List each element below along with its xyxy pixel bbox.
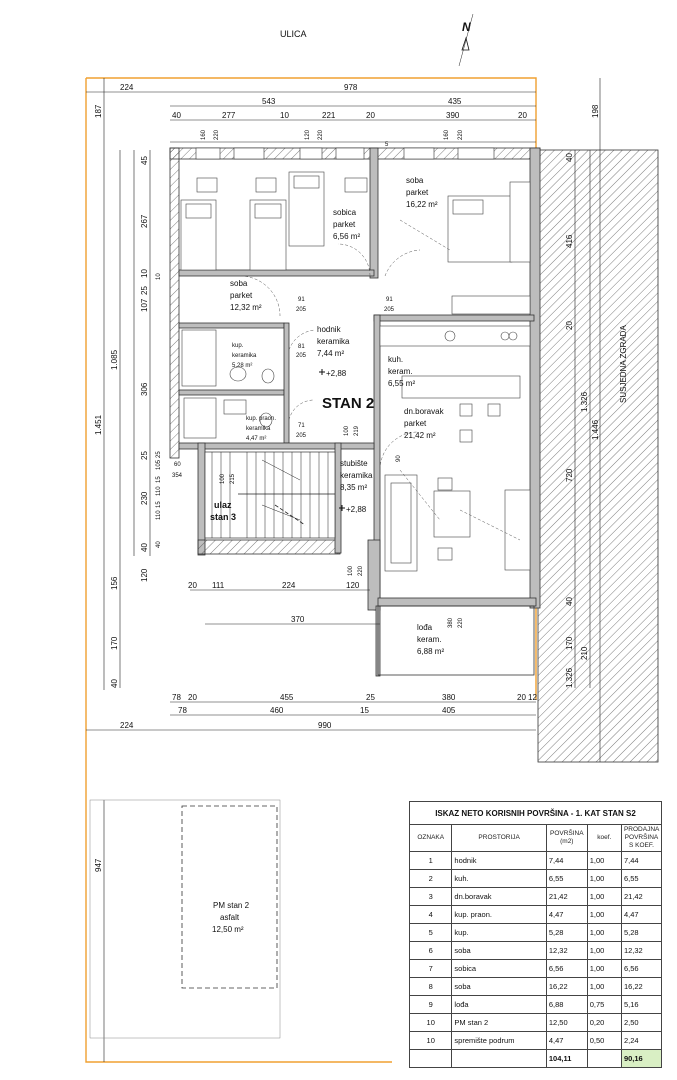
dim-text: 100 (344, 425, 350, 436)
dim-text: 221 (322, 111, 336, 120)
room-name: kup. praon. (246, 416, 277, 422)
dim-text: 160 (201, 129, 207, 140)
dim-text: 100 (348, 565, 354, 576)
dim-text: 12 (528, 693, 537, 702)
dim-text: 416 (565, 234, 574, 248)
table-row (410, 1032, 662, 1050)
room-name: stubište (340, 459, 368, 468)
room-floor: keramika (246, 426, 271, 432)
table-cell: 7,44 (621, 852, 661, 870)
table-cell: 12,32 (621, 942, 661, 960)
table-row (410, 960, 662, 978)
dim-text: 40 (140, 543, 149, 552)
room-floor: parket (406, 188, 429, 197)
table-title: ISKAZ NETO KORISNIH POVRŠINA - 1. KAT STAN S2 (410, 802, 662, 825)
table-cell: 6,56 (621, 960, 661, 978)
table-header: PRODAJNA POVRŠINA S KOEF. (621, 825, 661, 852)
room-name: dn.boravak (404, 407, 444, 416)
dim-text: 220 (318, 129, 324, 140)
room-floor: parket (333, 220, 356, 229)
room-floor: keramika (317, 337, 350, 346)
room-area: 12,32 m² (230, 303, 262, 312)
dim-text: 45 (140, 156, 149, 165)
neighbor-label: SUSJEDNA ZGRADA (619, 325, 628, 403)
table-cell: 16,22 (621, 978, 661, 996)
dim-text: 267 (140, 214, 149, 228)
dim-text: 111 (212, 581, 225, 590)
dim-text: 219 (354, 425, 360, 436)
room-area: 8,35 m² (340, 483, 368, 492)
room-area: 7,44 m² (317, 349, 345, 358)
table-cell: 12,50 (546, 1014, 587, 1032)
dim-text: 15 (156, 501, 162, 508)
dim-text: 10 (280, 111, 289, 120)
table-cell: 9 (410, 996, 452, 1014)
dim-text: 230 (140, 491, 149, 505)
table-cell: 12,32 (546, 942, 587, 960)
dim-text: 1.446 (591, 419, 600, 440)
table-row (410, 924, 662, 942)
table-cell: kup. (452, 924, 546, 942)
table-cell: 5,16 (621, 996, 661, 1014)
table-total-row (410, 1050, 662, 1068)
dim-text: 78 (178, 706, 187, 715)
dim-text: 40 (172, 111, 181, 120)
table-cell: 1,00 (587, 888, 621, 906)
table-cell: soba (452, 942, 546, 960)
table-cell: 4,47 (546, 1032, 587, 1050)
dim-text: 40 (156, 541, 162, 548)
table-row (410, 1014, 662, 1032)
room-floor: keram. (388, 367, 413, 376)
dim-text: 435 (448, 97, 462, 106)
table-cell: 1,00 (587, 942, 621, 960)
table-cell: spremište podrum (452, 1032, 546, 1050)
dim-text: 990 (318, 721, 332, 730)
dim-text: 220 (214, 129, 220, 140)
table-header-row (410, 825, 662, 852)
window-dimensions (201, 129, 464, 140)
table-title-row (410, 802, 662, 825)
table-header: POVRŠINA (m2) (546, 825, 587, 852)
dim-text: 215 (230, 473, 236, 484)
table-cell: 1,00 (587, 960, 621, 978)
dim-text: 220 (458, 617, 464, 628)
table-cell: 6 (410, 942, 452, 960)
table-cell: 1,00 (587, 870, 621, 888)
parking-area-value: 12,50 m² (212, 925, 244, 934)
apartment-label: STAN 2 (322, 395, 375, 412)
dim-text: 220 (458, 129, 464, 140)
dim-text: 60 (174, 462, 181, 468)
dim-text: 205 (384, 307, 395, 313)
dim-text: 20 (188, 693, 197, 702)
table-cell: 1,00 (587, 906, 621, 924)
room-area: 6,56 m² (333, 232, 361, 241)
room-floor: parket (230, 291, 253, 300)
table-cell: soba (452, 978, 546, 996)
table-header: PROSTORIJA (452, 825, 546, 852)
dim-text: 40 (110, 679, 119, 688)
dim-text: 90 (396, 455, 402, 462)
table-cell: kup. praon. (452, 906, 546, 924)
table-cell: 6,88 (546, 996, 587, 1014)
dim-text: 405 (442, 706, 456, 715)
table-row (410, 942, 662, 960)
table-cell: 8 (410, 978, 452, 996)
dim-text: 25 (140, 451, 149, 460)
dim-text: 20 (188, 581, 197, 590)
dim-text: 100 (220, 473, 226, 484)
table-cell: 1 (410, 852, 452, 870)
table-cell: 4,47 (546, 906, 587, 924)
table-cell: PM stan 2 (452, 1014, 546, 1032)
dim-text: 20 (565, 321, 574, 330)
room-name: hodnik (317, 325, 341, 334)
table-body (410, 852, 662, 1068)
table-cell: 5,28 (546, 924, 587, 942)
table-row (410, 996, 662, 1014)
table-cell: 7,44 (546, 852, 587, 870)
dim-text: 91 (298, 297, 305, 303)
dim-text: 187 (94, 104, 103, 118)
table-cell: 6,56 (546, 960, 587, 978)
dim-text: 81 (298, 344, 305, 350)
room-area: 5,28 m² (232, 363, 253, 369)
dim-text: 40 (565, 153, 574, 162)
room-name: sobica (333, 208, 357, 217)
dim-text: 107 (140, 298, 149, 312)
entrance-label: stan 3 (210, 512, 237, 522)
dim-text: 120 (305, 129, 311, 140)
dim-text: 224 (282, 581, 296, 590)
room-name: soba (230, 279, 248, 288)
room-floor: keram. (417, 635, 442, 644)
dim-text: 306 (140, 382, 149, 396)
north-label: N (462, 20, 471, 34)
dim-text: 205 (296, 307, 307, 313)
dim-text: 380 (448, 617, 454, 628)
dim-text: 20 (366, 111, 375, 120)
table-cell: 7 (410, 960, 452, 978)
dim-text: 120 (140, 568, 149, 582)
neighbor-building (538, 150, 658, 762)
dim-text: 15 (156, 476, 162, 483)
room-area: 16,22 m² (406, 200, 438, 209)
table-row (410, 870, 662, 888)
room-floor: keramika (340, 471, 373, 480)
dim-text: 370 (291, 615, 305, 624)
room-floor: keramika (232, 353, 257, 359)
dim-text: 978 (344, 83, 358, 92)
table-cell: 0,75 (587, 996, 621, 1014)
dim-text: 10 (156, 273, 162, 280)
room-name: soba (406, 176, 424, 185)
table-cell: 1,00 (587, 924, 621, 942)
table-cell: 0,50 (587, 1032, 621, 1050)
table-cell: 5 (410, 924, 452, 942)
dim-text: 460 (270, 706, 284, 715)
dim-text: 25 (140, 286, 149, 295)
dim-text: 380 (442, 693, 456, 702)
table-cell: sobica (452, 960, 546, 978)
table-cell: lođa (452, 996, 546, 1014)
dim-text: 120 (346, 581, 360, 590)
room-name: kup. (232, 343, 244, 349)
table-total-cell (410, 1050, 452, 1068)
table-cell: 3 (410, 888, 452, 906)
dim-text: 224 (120, 83, 134, 92)
level-mark: +2,88 (326, 369, 347, 378)
dim-text: 1.326 (565, 667, 574, 688)
dim-text: 1.451 (94, 414, 103, 435)
dim-text: 1.085 (110, 349, 119, 370)
dim-text: 720 (565, 468, 574, 482)
table-cell: 2 (410, 870, 452, 888)
dim-text: 390 (446, 111, 460, 120)
room-name: kuh. (388, 355, 404, 364)
dim-text: 15 (360, 706, 369, 715)
table-row (410, 978, 662, 996)
parking-name: PM stan 2 (213, 901, 250, 910)
loggia-outline (378, 606, 534, 675)
table-header: OZNAKA (410, 825, 452, 852)
dim-text: 1.326 (580, 391, 589, 412)
dim-text: 205 (296, 353, 307, 359)
table-cell: 1,00 (587, 852, 621, 870)
table-cell: 21,42 (546, 888, 587, 906)
room-area: 21,42 m² (404, 431, 436, 440)
entrance-label: ulaz (214, 500, 232, 510)
table-total-cell (587, 1050, 621, 1068)
table-cell: 21,42 (621, 888, 661, 906)
room-area: 4,47 m² (246, 436, 267, 442)
table-total-cell (452, 1050, 546, 1068)
table-row (410, 888, 662, 906)
dim-text: 277 (222, 111, 236, 120)
table-cell: 2,24 (621, 1032, 661, 1050)
room-area: 6,88 m² (417, 647, 445, 656)
dim-text: 40 (565, 597, 574, 606)
table-cell: 5,28 (621, 924, 661, 942)
staircase (205, 452, 335, 538)
table-cell: 2,50 (621, 1014, 661, 1032)
table-cell: 6,55 (546, 870, 587, 888)
table-cell: 4 (410, 906, 452, 924)
dim-text: 110 (156, 510, 162, 520)
dim-text: 156 (110, 576, 119, 590)
dim-text: 220 (358, 565, 364, 576)
area-table (409, 801, 662, 1068)
table-cell: hodnik (452, 852, 546, 870)
table-row (410, 852, 662, 870)
level-mark: +2,88 (346, 505, 367, 514)
dim-text: 5 (385, 142, 389, 148)
dim-text: 354 (172, 473, 183, 479)
dim-text: 210 (580, 646, 589, 660)
parking-area (90, 800, 280, 1038)
table-header: koef. (587, 825, 621, 852)
dim-text: 160 (444, 129, 450, 140)
table-cell: 0,20 (587, 1014, 621, 1032)
room-name: lođa (417, 623, 433, 632)
table-cell: dn.boravak (452, 888, 546, 906)
table-cell: 10 (410, 1032, 452, 1050)
table-total-cell: 90,16 (621, 1050, 661, 1068)
parking-floor: asfalt (220, 913, 240, 922)
dim-text: 205 (296, 433, 307, 439)
dim-text: 947 (94, 858, 103, 872)
dim-text: 25 (156, 451, 162, 458)
street-label: ULICA (280, 29, 307, 39)
dim-text: 543 (262, 97, 276, 106)
dim-text: 20 (517, 693, 526, 702)
dim-text: 78 (172, 693, 181, 702)
dim-text: 20 (518, 111, 527, 120)
table-cell: 16,22 (546, 978, 587, 996)
table-cell: kuh. (452, 870, 546, 888)
dim-text: 110 (156, 486, 162, 496)
dim-text: 198 (591, 104, 600, 118)
parking-space (182, 806, 277, 988)
table-cell: 4,47 (621, 906, 661, 924)
dim-text: 25 (366, 693, 375, 702)
dim-text: 91 (386, 297, 393, 303)
dim-text: 170 (565, 636, 574, 650)
dim-text: 224 (120, 721, 134, 730)
dim-text: 71 (298, 423, 305, 429)
dim-text: 10 (140, 269, 149, 278)
table-cell: 10 (410, 1014, 452, 1032)
north-arrow-icon (462, 38, 469, 50)
dim-text: 455 (280, 693, 294, 702)
table-total-cell: 104,11 (546, 1050, 587, 1068)
room-area: 6,55 m² (388, 379, 416, 388)
room-floor: parket (404, 419, 427, 428)
dim-text: 170 (110, 636, 119, 650)
table-cell: 1,00 (587, 978, 621, 996)
table-row (410, 906, 662, 924)
dim-text: 105 (156, 459, 162, 470)
table-cell: 6,55 (621, 870, 661, 888)
